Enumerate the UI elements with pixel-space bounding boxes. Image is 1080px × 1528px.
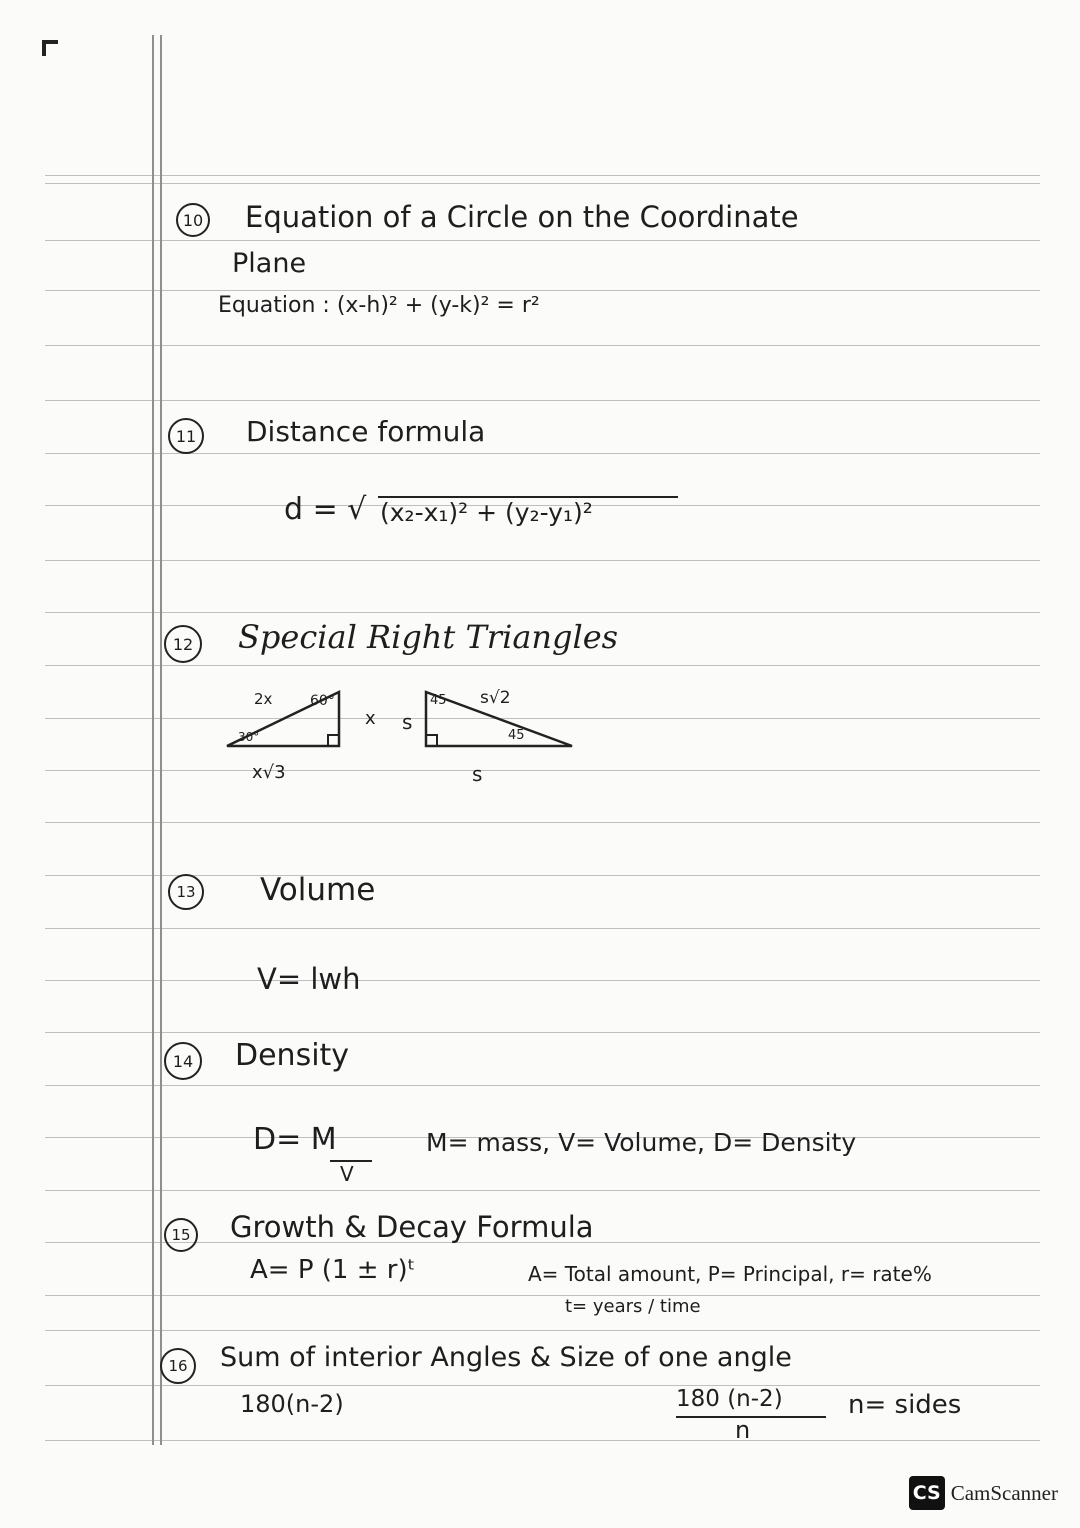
tri1-hyp-label: 2x [254,690,273,708]
section-number: 16 [160,1348,196,1384]
fraction-bar [676,1416,826,1418]
section-number: 14 [164,1042,202,1080]
section-title: Density [235,1038,350,1073]
tri1-angle-top: 60° [310,693,335,709]
distance-formula-radicand: (x₂-x₁)² + (y₂-y₁)² [380,498,593,527]
section-title: Sum of interior Angles & Size of one angle [220,1342,792,1373]
section-title-cont: Plane [232,248,307,279]
density-legend: M= mass, V= Volume, D= Density [426,1128,857,1157]
density-formula-numerator: D= M [253,1122,337,1157]
tri2-hyp-label: s√2 [480,688,511,708]
density-formula-denominator: V [340,1162,354,1186]
section-number: 11 [168,418,204,454]
volume-formula: V= lwh [257,962,361,996]
section-number: 12 [164,625,202,663]
section-number: 13 [168,874,204,910]
growth-formula: A= P (1 ± r)ᵗ [250,1255,416,1285]
tri2-side-label: s [402,710,413,734]
interior-angle-sum: 180(n-2) [240,1390,344,1418]
one-angle-numerator: 180 (n-2) [676,1386,783,1412]
circle-equation: Equation : (x-h)² + (y-k)² = r² [218,293,540,318]
camscanner-logo-icon: CS [909,1476,945,1510]
camscanner-text: CamScanner [950,1480,1058,1505]
tri2-base-label: s [472,762,483,786]
tri1-base-label: x√3 [252,762,286,783]
distance-formula-lhs: d = √ [284,492,367,527]
section-title: Growth & Decay Formula [230,1210,594,1244]
tri2-angle-top: 45 [430,693,447,708]
camscanner-watermark [909,1476,1058,1510]
section-title: Special Right Triangles [238,618,619,656]
margin-line [152,35,154,1445]
tri2-angle-right: 45 [508,728,525,743]
section-title: Volume [260,872,376,908]
section-number: 10 [176,203,210,237]
growth-legend-1: A= Total amount, P= Principal, r= rate% [528,1262,932,1286]
tri1-side-label: x [365,708,376,729]
section-title: Equation of a Circle on the Coordinate [245,200,799,234]
sides-legend: n= sides [848,1390,962,1420]
one-angle-denominator: n [735,1416,751,1444]
margin-line [160,35,162,1445]
growth-legend-2: t= years / time [565,1296,701,1317]
section-number: 15 [164,1218,198,1252]
section-title: Distance formula [246,415,486,448]
tri1-angle-left: 30° [238,730,260,744]
page-corner-mark [42,40,46,56]
